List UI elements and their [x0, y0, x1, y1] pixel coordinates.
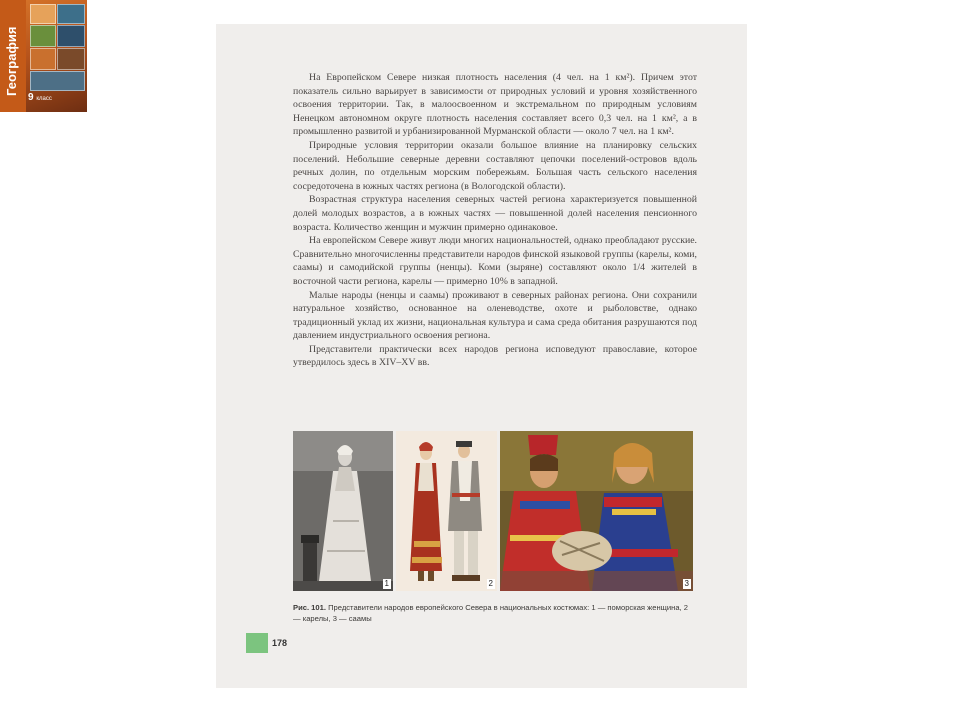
page-body-text: [293, 71, 697, 370]
cover-photo-tile: [30, 48, 56, 70]
figure-caption-text: Представители народов европейского Севера в национальных костюмах: 1 — поморская женщина, 2 — карелы, 3 — саамы: [293, 603, 689, 623]
page-number: 178: [272, 638, 288, 648]
paragraph: Малые народы (ненцы и саамы) проживают в северных районах региона. Они сохранили натуральное хозяйство, основанное на оленеводстве, охоте и рыболовстве, однако традиционный уклад их жизни, национальная культура и сама среда обитания разрушаются под давлением индустриального освоения региона.: [293, 289, 697, 342]
photo-sami: [500, 431, 693, 591]
photo-number-3: 3: [684, 579, 689, 588]
paragraph: Возрастная структура населения северных частей региона характеризуется повышенной долей молодых возрастов, а в южных частях — повышенной долей населения пенсионного возраста. Количество женщин и мужчин примерно одинаковое.: [293, 194, 697, 233]
textbook-page: [216, 24, 747, 688]
cover-photo-tile: [30, 25, 56, 47]
photo-number-2: 2: [488, 579, 493, 588]
cover-spine: [0, 0, 26, 112]
cover-grade-suffix: класс: [36, 96, 52, 102]
book-cover-thumbnail[interactable]: [0, 0, 87, 112]
cover-grade: 9 класс: [28, 92, 52, 103]
paragraph: На европейском Севере живут люди многих национальностей, однако преобладают русские. Сравнительно многочисленны представители народов финской языковой группы (карелы, коми, саамы) и самодийской группы (ненцы). Коми (зыряне) составляют около 1/4 жителей в восточной части региона, карелы — примерно 10% в западной.: [293, 235, 697, 287]
photo-sami-illustration: [500, 431, 693, 591]
photo-number-1: 1: [384, 579, 389, 588]
figure-caption-label: Рис. 101.: [293, 603, 326, 612]
photo-karelians: [396, 431, 497, 591]
paragraph: Природные условия территории оказали большое влияние на планировку сельских поселений. Небольшие северные деревни составляют цепочки поселений-островов вдоль речных долин, по отдельным морским побережьям. Большая часть сельского населения сосредоточена в южных частях региона (в Вологодской области).: [293, 139, 697, 192]
cover-photo-tile: [30, 71, 85, 91]
page-marker: [246, 633, 268, 653]
paragraph: На Европейском Севере низкая плотность населения (4 чел. на 1 км²). Причем этот показатель сильно варьирует в зависимости от природных условий и уровня хозяйственного освоения территории. Так, в малоосвоенном и экстремальном по природным условиям Ненецком автономном округе плотность населения составляет всего 0,3 чел. на 1 км², а в промышленно развитой и урбанизированной Мурманской области — около 7 чел. на 1 км².: [293, 72, 697, 138]
cover-photo-tile: [57, 4, 85, 24]
photo-pomor-woman-illustration: [293, 431, 393, 591]
figure-caption: [293, 602, 697, 624]
photo-karelians-illustration: [396, 431, 497, 591]
photo-pomor-woman: [293, 431, 393, 591]
paragraph: Представители практически всех народов региона исповедуют православие, которое утвердилось здесь в XIV–XV вв.: [293, 343, 697, 369]
cover-photo-tile: [30, 4, 56, 24]
figure-photos: [293, 431, 693, 591]
cover-photo-tile: [57, 48, 85, 70]
cover-title: География: [4, 26, 19, 96]
cover-photo-tile: [57, 25, 85, 47]
